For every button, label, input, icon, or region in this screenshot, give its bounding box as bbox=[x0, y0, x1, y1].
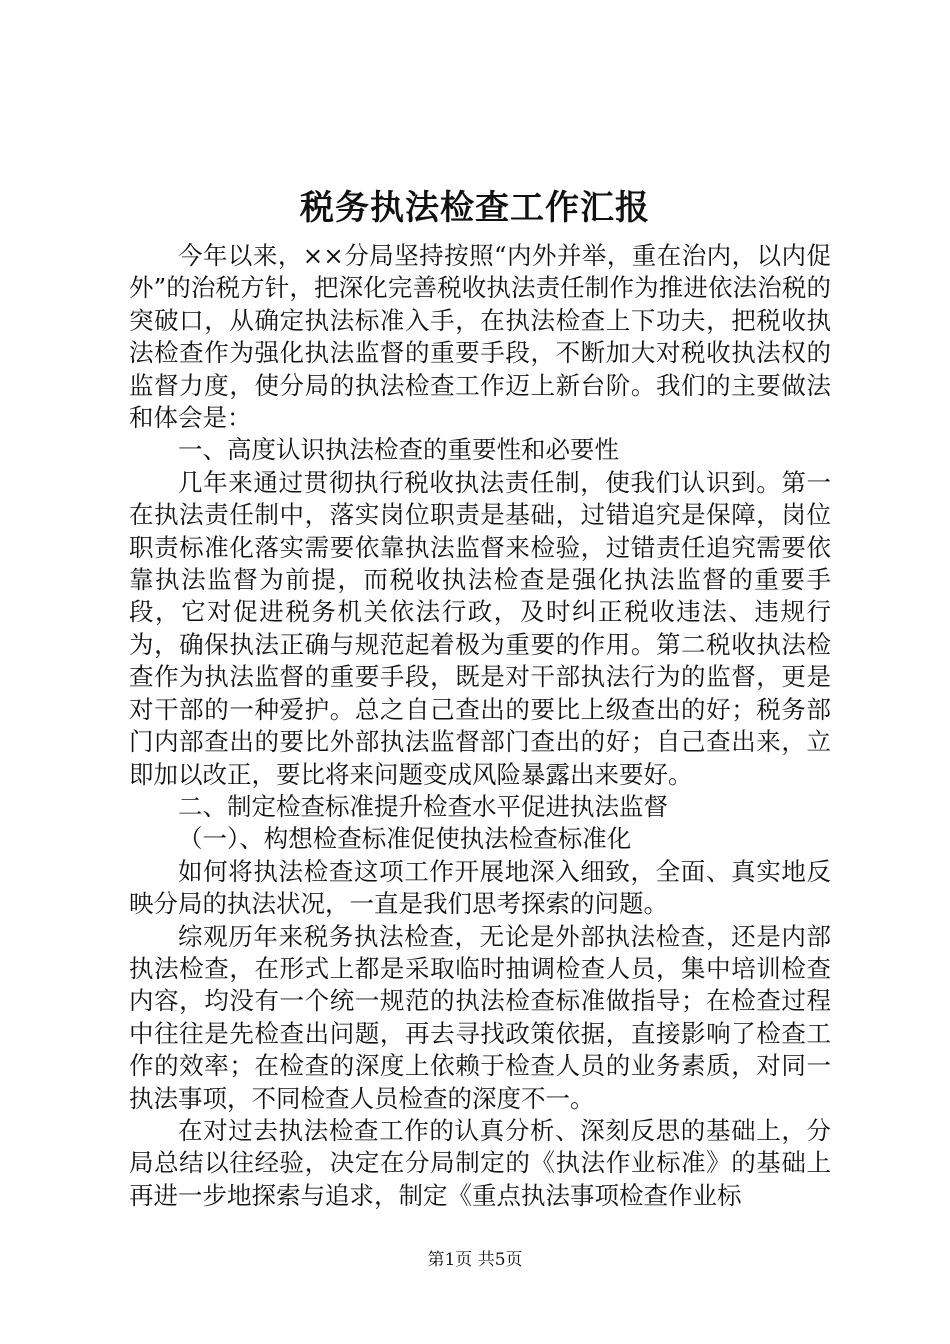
paragraph-decision: 在对过去执法检查工作的认真分析、深刻反思的基础上，分局总结以往经验，决定在分局制定的《执法作业标准》的基础上再进一步地探索与追求，制定《重点执法事项检查作业标 bbox=[129, 1115, 831, 1210]
subsection-heading-1: （一）、构想检查标准促使执法检查标准化 bbox=[178, 824, 632, 854]
document-title: 税务执法检查工作汇报 bbox=[300, 188, 650, 228]
section-heading-1: 一、高度认识执法检查的重要性和必要性 bbox=[178, 435, 619, 465]
paragraph-question: 如何将执法检查这项工作开展地深入细致，全面、真实地反映分局的执法状况，一直是我们思考探索的问题。 bbox=[129, 856, 831, 919]
document-body bbox=[129, 240, 831, 1212]
paragraph-importance: 几年来通过贯彻执行税收执法责任制，使我们认识到。第一在执法责任制中，落实岗位职责是基础，过错追究是保障，岗位职责标准化落实需要依靠执法监督来检验，过错责任追究需要依靠执法监督为前提，而税收执法检查是强化执法监督的重要手段，它对促进税务机关依法行政，及时纠正税收违法、违规行为，确保执法正确与规范起着极为重要的作用。第二税收执法检查作为执法监督的重要手段，既是对干部执法行为的监督，更是对干部的一种爱护。总之自己查出的要比上级查出的好；税务部门内部查出的要比外部执法监督部门查出的好；自己查出来，立即加以改正，要比将来问题变成风险暴露出来要好。 bbox=[129, 467, 831, 789]
page-footer: 第1页 共5页 bbox=[427, 1250, 523, 1270]
section-heading-2: 二、制定检查标准提升检查水平促进执法监督 bbox=[178, 791, 668, 821]
paragraph-review: 综观历年来税务执法检查，无论是外部执法检查，还是内部执法检查，在形式上都是采取临时抽调检查人员，集中培训检查内容，均没有一个统一规范的执法检查标准做指导；在检查过程中往往是先检查出问题，再去寻找政策依据，直接影响了检查工作的效率；在检查的深度上依赖于检查人员的业务素质，对同一执法事项，不同检查人员检查的深度不一。 bbox=[129, 921, 831, 1113]
paragraph-intro: 今年以来，××分局坚持按照“内外并举，重在治内，以内促外”的治税方针，把深化完善税收执法责任制作为推进依法治税的突破口，从确定执法标准入手，在执法检查上下功夫，把税收执法检查作为强化执法监督的重要手段，不断加大对税收执法权的监督力度，使分局的执法检查工作迈上新台阶。我们的主要做法和体会是： bbox=[129, 241, 831, 433]
